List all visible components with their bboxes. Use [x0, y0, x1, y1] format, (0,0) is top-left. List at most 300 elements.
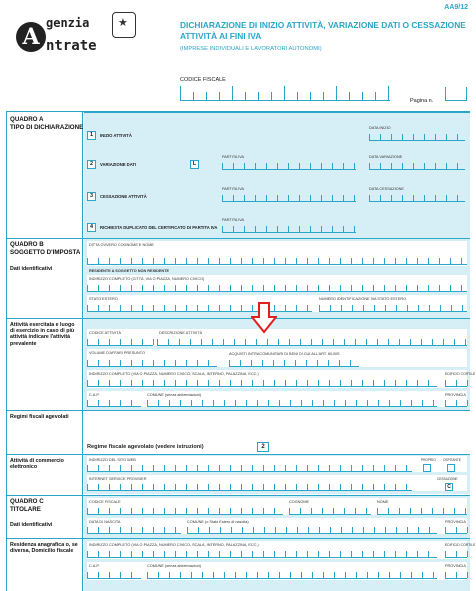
- cf-tick: [310, 92, 311, 100]
- field-tick: [87, 572, 88, 578]
- field-tick: [153, 258, 154, 264]
- field-tick: [186, 508, 187, 514]
- field-tick: [402, 163, 403, 169]
- field-tick: [340, 484, 341, 490]
- field-tick: [388, 339, 389, 345]
- indirizzo-completo-label: INDIRIZZO COMPLETO (VIA O PIAZZA, NUMERO CIVICO, SCALA, INTERNO, PALAZZINA, ECC.): [89, 372, 259, 376]
- field-tick: [445, 572, 446, 578]
- field-tick: [443, 339, 444, 345]
- field-tick: [318, 465, 319, 471]
- field-tick: [279, 572, 280, 578]
- field-tick: [263, 285, 264, 291]
- field-tick: [374, 527, 375, 533]
- field-tick: [352, 527, 353, 533]
- field-tick: [175, 484, 176, 490]
- field-tick: [190, 339, 191, 345]
- edificio-label: EDIFICIO CORTILE: [445, 372, 476, 376]
- field-tick: [362, 484, 363, 490]
- field-tick: [197, 305, 198, 311]
- field-tick: [175, 305, 176, 311]
- data-cessazione-input[interactable]: [369, 193, 465, 202]
- field-tick: [175, 508, 176, 514]
- field-tick: [351, 258, 352, 264]
- partita-iva-input-4[interactable]: [222, 224, 356, 233]
- field-tick: [153, 360, 154, 366]
- field-tick: [400, 572, 401, 578]
- descrizione-attivita-input[interactable]: [157, 337, 467, 346]
- field-tick: [451, 305, 452, 311]
- field-tick: [131, 527, 132, 533]
- field-tick: [318, 380, 319, 386]
- field-tick: [197, 465, 198, 471]
- field-tick: [175, 258, 176, 264]
- edificio-input[interactable]: [445, 378, 467, 387]
- field-tick: [208, 551, 209, 557]
- field-tick: [235, 572, 236, 578]
- field-tick: [467, 551, 468, 557]
- cap-input[interactable]: [87, 398, 141, 407]
- field-tick: [373, 380, 374, 386]
- field-tick: [230, 285, 231, 291]
- field-tick: [321, 195, 322, 201]
- field-tick: [432, 508, 433, 514]
- attivita-label: Attività esercitata e luogo di esercizio in caso di più attività indicare l'attività prevalente: [10, 322, 75, 347]
- qc-comune-input[interactable]: [147, 570, 437, 579]
- field-tick: [354, 226, 355, 232]
- field-tick: [98, 360, 99, 366]
- field-tick: [142, 360, 143, 366]
- field-tick: [109, 258, 110, 264]
- field-tick: [120, 380, 121, 386]
- field-tick: [310, 195, 311, 201]
- field-tick: [274, 508, 275, 514]
- field-tick: [241, 258, 242, 264]
- field-tick: [418, 527, 419, 533]
- field-tick: [341, 527, 342, 533]
- field-tick: [198, 527, 199, 533]
- field-tick: [340, 258, 341, 264]
- field-tick: [399, 508, 400, 514]
- field-tick: [255, 226, 256, 232]
- pagina-label: Pagina n.: [410, 98, 434, 104]
- stato-estero-label: STATO ESTERO: [89, 297, 118, 301]
- field-tick: [330, 527, 331, 533]
- field-tick: [395, 551, 396, 557]
- field-tick: [245, 339, 246, 345]
- field-tick: [284, 360, 285, 366]
- field-tick: [131, 360, 132, 366]
- volume-affari-input[interactable]: [87, 358, 217, 367]
- qc-codice-fiscale-label: CODICE FISCALE: [89, 500, 121, 504]
- option-1-number[interactable]: 1: [87, 131, 96, 140]
- field-tick: [213, 572, 214, 578]
- field-tick: [131, 285, 132, 291]
- field-tick: [279, 400, 280, 406]
- field-tick: [208, 465, 209, 471]
- field-tick: [450, 258, 451, 264]
- field-tick: [433, 400, 434, 406]
- field-tick: [98, 484, 99, 490]
- cf-tick: [284, 86, 285, 100]
- ospitante-checkbox[interactable]: [447, 464, 455, 472]
- field-tick: [340, 285, 341, 291]
- field-tick: [352, 305, 353, 311]
- field-tick: [329, 285, 330, 291]
- field-tick: [153, 508, 154, 514]
- field-tick: [402, 134, 403, 140]
- field-tick: [457, 134, 458, 140]
- field-tick: [422, 400, 423, 406]
- field-tick: [362, 380, 363, 386]
- cf-tick: [206, 92, 207, 100]
- quadro-a-band: [84, 112, 470, 238]
- field-tick: [153, 380, 154, 386]
- data-inizio-label: DATA INIZIO: [369, 126, 391, 130]
- field-tick: [428, 551, 429, 557]
- field-tick: [299, 226, 300, 232]
- field-tick: [87, 360, 88, 366]
- field-tick: [391, 134, 392, 140]
- quadro-b-title: QUADRO B: [10, 241, 44, 248]
- field-tick: [268, 400, 269, 406]
- field-tick: [235, 400, 236, 406]
- field-tick: [256, 339, 257, 345]
- field-tick: [142, 465, 143, 471]
- option-4-label: RICHIESTA DUPLICATO DEL CERTIFICATO DI PARTITA IVA: [100, 225, 218, 230]
- stato-estero-input[interactable]: [87, 303, 312, 312]
- field-tick: [340, 465, 341, 471]
- indirizzo-input[interactable]: [87, 283, 467, 292]
- field-tick: [424, 163, 425, 169]
- field-tick: [274, 285, 275, 291]
- field-tick: [433, 572, 434, 578]
- qc-cap-input[interactable]: [87, 570, 141, 579]
- field-tick: [120, 572, 121, 578]
- field-tick: [285, 465, 286, 471]
- field-tick: [120, 527, 121, 533]
- field-tick: [87, 285, 88, 291]
- qc-provincia2-input[interactable]: [445, 570, 467, 579]
- field-tick: [384, 258, 385, 264]
- provincia-input[interactable]: [445, 398, 467, 407]
- field-tick: [109, 551, 110, 557]
- field-tick: [186, 551, 187, 557]
- field-tick: [445, 551, 446, 557]
- field-tick: [266, 226, 267, 232]
- field-tick: [263, 258, 264, 264]
- field-tick: [98, 465, 99, 471]
- field-tick: [373, 258, 374, 264]
- field-tick: [374, 305, 375, 311]
- partita-iva-input-2[interactable]: [222, 161, 356, 170]
- partita-iva-label-4: PARTITA IVA: [222, 218, 245, 222]
- field-tick: [197, 380, 198, 386]
- field-tick: [120, 508, 121, 514]
- commercio-label: Attività di commercio elettronico: [10, 458, 64, 471]
- field-tick: [396, 305, 397, 311]
- field-tick: [219, 551, 220, 557]
- field-tick: [267, 339, 268, 345]
- proprio-checkbox[interactable]: [423, 464, 431, 472]
- qc-indirizzo-input[interactable]: [87, 549, 437, 558]
- comune-nascita-input[interactable]: [187, 525, 437, 534]
- form-subtitle: (IMPRESE INDIVIDUALI E LAVORATORI AUTONOMI): [180, 46, 322, 52]
- field-tick: [384, 484, 385, 490]
- field-tick: [461, 258, 462, 264]
- field-tick: [219, 465, 220, 471]
- field-tick: [384, 465, 385, 471]
- field-tick: [109, 572, 110, 578]
- field-tick: [407, 305, 408, 311]
- cf-tick: [245, 92, 246, 100]
- field-tick: [439, 258, 440, 264]
- field-tick: [98, 339, 99, 345]
- cf-tick: [349, 92, 350, 100]
- cognome-input[interactable]: [289, 506, 371, 515]
- field-tick: [384, 285, 385, 291]
- field-tick: [301, 400, 302, 406]
- field-tick: [290, 400, 291, 406]
- field-tick: [230, 380, 231, 386]
- field-tick: [233, 226, 234, 232]
- field-tick: [406, 258, 407, 264]
- field-tick: [310, 226, 311, 232]
- field-tick: [147, 572, 148, 578]
- field-tick: [277, 163, 278, 169]
- field-tick: [377, 508, 378, 514]
- field-tick: [399, 339, 400, 345]
- provincia-label: PROVINCIA: [445, 393, 466, 397]
- field-tick: [318, 551, 319, 557]
- field-tick: [307, 551, 308, 557]
- field-tick: [197, 285, 198, 291]
- field-tick: [306, 360, 307, 366]
- field-tick: [262, 360, 263, 366]
- field-tick: [341, 305, 342, 311]
- field-tick: [244, 163, 245, 169]
- field-tick: [307, 380, 308, 386]
- field-tick: [109, 380, 110, 386]
- field-tick: [263, 551, 264, 557]
- isp-input[interactable]: [87, 482, 412, 491]
- field-tick: [268, 572, 269, 578]
- field-tick: [252, 484, 253, 490]
- field-tick: [351, 551, 352, 557]
- codice-fiscale-input[interactable]: [180, 87, 390, 101]
- field-tick: [288, 195, 289, 201]
- field-tick: [98, 551, 99, 557]
- field-tick: [317, 360, 318, 366]
- field-tick: [329, 551, 330, 557]
- acquisti-input[interactable]: [229, 358, 359, 367]
- field-tick: [396, 527, 397, 533]
- data-variazione-input[interactable]: [369, 161, 465, 170]
- qc-edificio-input[interactable]: [445, 549, 467, 558]
- cessazione-checkbox[interactable]: C: [445, 483, 453, 491]
- qc-provincia2-label: PROVINCIA: [445, 564, 466, 568]
- data-nascita-input[interactable]: [87, 525, 181, 534]
- field-tick: [153, 484, 154, 490]
- field-tick: [454, 339, 455, 345]
- field-tick: [175, 527, 176, 533]
- field-tick: [120, 285, 121, 291]
- field-tick: [263, 508, 264, 514]
- field-tick: [202, 572, 203, 578]
- field-tick: [131, 339, 132, 345]
- field-tick: [351, 465, 352, 471]
- field-tick: [369, 195, 370, 201]
- field-tick: [373, 551, 374, 557]
- field-tick: [87, 484, 88, 490]
- field-tick: [461, 285, 462, 291]
- option-4-number[interactable]: 4: [87, 223, 96, 232]
- field-tick: [158, 572, 159, 578]
- field-tick: [208, 380, 209, 386]
- field-tick: [369, 134, 370, 140]
- field-tick: [454, 508, 455, 514]
- field-tick: [142, 305, 143, 311]
- field-tick: [164, 527, 165, 533]
- field-tick: [445, 527, 446, 533]
- field-tick: [323, 572, 324, 578]
- field-tick: [98, 285, 99, 291]
- field-tick: [109, 527, 110, 533]
- cf-tick: [271, 92, 272, 100]
- field-tick: [153, 305, 154, 311]
- field-tick: [457, 163, 458, 169]
- qc-codice-fiscale-input[interactable]: [87, 506, 283, 515]
- field-tick: [285, 305, 286, 311]
- field-tick: [98, 400, 99, 406]
- option-2-extra-box[interactable]: L: [190, 160, 199, 169]
- field-tick: [367, 572, 368, 578]
- field-tick: [109, 339, 110, 345]
- field-tick: [208, 305, 209, 311]
- cf-tick: [258, 92, 259, 100]
- field-tick: [120, 400, 121, 406]
- field-tick: [131, 465, 132, 471]
- field-tick: [345, 572, 346, 578]
- field-tick: [330, 305, 331, 311]
- indirizzo-sito-input[interactable]: [87, 463, 412, 472]
- field-tick: [274, 484, 275, 490]
- field-tick: [109, 360, 110, 366]
- field-tick: [209, 527, 210, 533]
- field-tick: [186, 380, 187, 386]
- field-tick: [295, 360, 296, 366]
- field-tick: [277, 195, 278, 201]
- regimi-divider: [7, 410, 470, 411]
- cessazione-label: CESSAZIONE: [437, 477, 458, 481]
- field-tick: [142, 527, 143, 533]
- field-tick: [319, 527, 320, 533]
- partita-iva-input-3[interactable]: [222, 193, 356, 202]
- cf-tick: [297, 92, 298, 100]
- field-tick: [435, 163, 436, 169]
- field-tick: [120, 551, 121, 557]
- field-tick: [366, 508, 367, 514]
- field-tick: [456, 400, 457, 406]
- field-tick: [321, 226, 322, 232]
- quadro-c-subtitle: TITOLARE: [10, 506, 41, 513]
- logo-line2: ntrate: [46, 38, 97, 54]
- field-tick: [300, 508, 301, 514]
- data-inizio-input[interactable]: [369, 132, 465, 141]
- field-tick: [410, 508, 411, 514]
- field-tick: [289, 508, 290, 514]
- codice-attivita-input[interactable]: [87, 337, 153, 346]
- field-tick: [109, 400, 110, 406]
- field-tick: [242, 527, 243, 533]
- field-tick: [362, 465, 363, 471]
- ditta-input[interactable]: [87, 256, 467, 265]
- field-tick: [450, 285, 451, 291]
- field-tick: [456, 551, 457, 557]
- field-tick: [142, 380, 143, 386]
- field-tick: [246, 400, 247, 406]
- field-tick: [98, 527, 99, 533]
- field-tick: [87, 400, 88, 406]
- field-tick: [299, 195, 300, 201]
- field-tick: [417, 285, 418, 291]
- field-tick: [87, 339, 88, 345]
- field-tick: [169, 572, 170, 578]
- residenza-label: Residenza anagrafica o, se diversa, Domicilio fiscale: [10, 542, 78, 555]
- regime-input[interactable]: 2: [257, 442, 269, 452]
- field-tick: [400, 400, 401, 406]
- field-tick: [456, 572, 457, 578]
- field-tick: [168, 339, 169, 345]
- field-tick: [109, 508, 110, 514]
- field-tick: [432, 339, 433, 345]
- nome-input[interactable]: [377, 506, 467, 515]
- field-tick: [164, 258, 165, 264]
- qc-comune-label: COMUNE (senza abbreviazioni): [147, 564, 202, 568]
- field-tick: [429, 305, 430, 311]
- field-tick: [252, 508, 253, 514]
- field-tick: [109, 465, 110, 471]
- numero-id-input[interactable]: [319, 303, 467, 312]
- field-tick: [131, 484, 132, 490]
- option-2-number[interactable]: 2: [87, 160, 96, 169]
- comune-input[interactable]: [147, 398, 437, 407]
- field-tick: [380, 195, 381, 201]
- field-tick: [406, 380, 407, 386]
- field-tick: [244, 195, 245, 201]
- field-tick: [109, 305, 110, 311]
- field-tick: [380, 163, 381, 169]
- pagina-input[interactable]: [445, 87, 467, 101]
- field-tick: [197, 508, 198, 514]
- field-tick: [378, 572, 379, 578]
- field-tick: [164, 285, 165, 291]
- field-tick: [446, 163, 447, 169]
- option-3-number[interactable]: 3: [87, 192, 96, 201]
- field-tick: [385, 305, 386, 311]
- field-tick: [319, 305, 320, 311]
- field-tick: [443, 508, 444, 514]
- field-tick: [354, 195, 355, 201]
- cf-tick: [193, 92, 194, 100]
- field-tick: [413, 134, 414, 140]
- field-tick: [318, 484, 319, 490]
- field-tick: [363, 527, 364, 533]
- field-tick: [300, 339, 301, 345]
- indirizzo-completo-input[interactable]: [87, 378, 437, 387]
- qc-provincia-input[interactable]: [445, 525, 467, 534]
- field-tick: [219, 380, 220, 386]
- field-tick: [120, 305, 121, 311]
